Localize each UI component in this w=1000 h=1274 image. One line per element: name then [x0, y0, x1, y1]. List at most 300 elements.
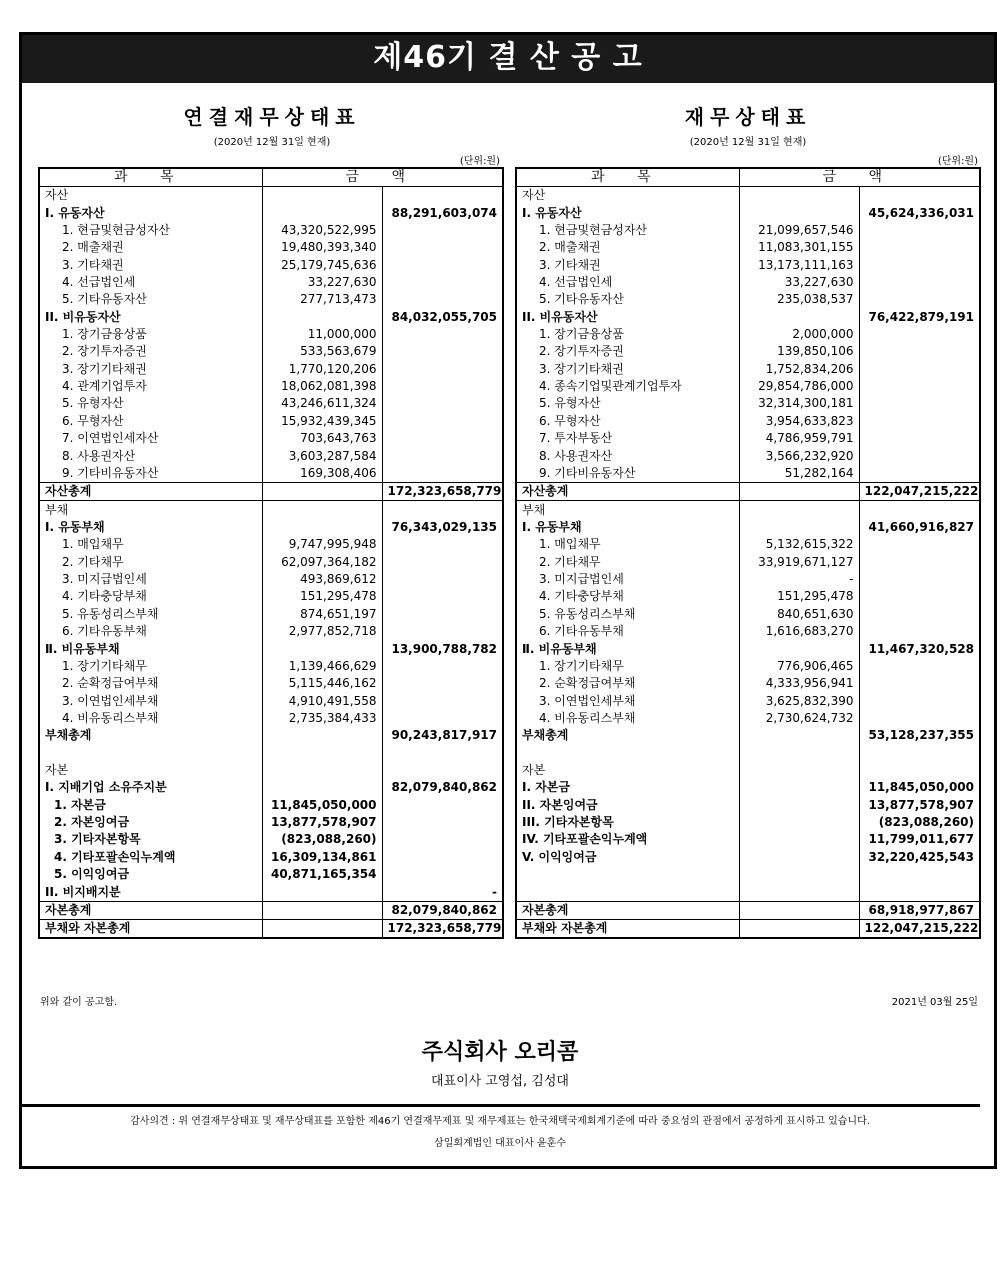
account-cell: 2. 순확정급여부채 — [516, 675, 739, 692]
table-row — [39, 606, 503, 623]
total-amount-cell — [382, 430, 503, 447]
detail-amount-cell: 4,333,956,941 — [739, 675, 859, 692]
total-amount-cell — [859, 430, 980, 447]
total-amount-cell — [382, 343, 503, 360]
detail-amount-cell — [739, 814, 859, 831]
account-cell: 2. 자본잉여금 — [39, 814, 262, 831]
account-cell: 1. 매입채무 — [516, 536, 739, 553]
table-row — [516, 883, 980, 901]
account-cell: I. 자본금 — [516, 779, 739, 796]
detail-amount-cell: 151,295,478 — [739, 588, 859, 605]
detail-amount-cell: 11,083,301,155 — [739, 239, 859, 256]
total-amount-cell: 11,467,320,528 — [868, 641, 974, 656]
table-row — [516, 395, 980, 412]
total-amount-cell: 90,243,817,917 — [391, 728, 497, 743]
right-statement-title: 재무상태표 — [684, 105, 812, 129]
detail-amount-cell: 2,730,624,732 — [739, 710, 859, 727]
table-row — [39, 536, 503, 553]
table-row — [516, 483, 980, 501]
detail-amount-cell: 169,308,406 — [262, 465, 382, 483]
account-cell: I. 지배기업 소유주지분 — [39, 779, 262, 796]
table-row — [516, 519, 980, 536]
table-row — [39, 222, 503, 239]
total-amount-cell — [382, 395, 503, 412]
table-row — [39, 204, 503, 221]
detail-amount-cell — [739, 779, 859, 796]
table-row — [516, 378, 980, 395]
total-amount-cell — [382, 623, 503, 640]
table-row — [516, 326, 980, 343]
table-row — [39, 501, 503, 519]
detail-amount-cell: 33,227,630 — [739, 274, 859, 291]
table-row — [516, 447, 980, 464]
detail-amount-cell — [262, 204, 382, 221]
detail-amount-cell — [739, 483, 859, 501]
table-row — [516, 274, 980, 291]
detail-amount-cell: 32,314,300,181 — [739, 395, 859, 412]
detail-amount-cell — [739, 762, 859, 779]
total-amount-cell — [382, 187, 503, 205]
detail-amount-cell — [262, 779, 382, 796]
detail-amount-cell: 13,173,111,163 — [739, 256, 859, 273]
detail-amount-cell: 139,850,106 — [739, 343, 859, 360]
detail-amount-cell — [262, 187, 382, 205]
table-row — [516, 239, 980, 256]
total-amount-cell — [382, 256, 503, 273]
total-amount-cell — [382, 606, 503, 623]
detail-amount-cell: 19,480,393,340 — [262, 239, 382, 256]
account-cell: 부채와 자본총계 — [516, 920, 739, 939]
total-amount-cell — [859, 187, 980, 205]
account-cell — [516, 883, 739, 901]
table-row — [39, 519, 503, 536]
account-cell: V. 이익잉여금 — [516, 849, 739, 866]
table-row — [39, 378, 503, 395]
detail-amount-cell: 493,869,612 — [262, 571, 382, 588]
total-amount-cell: - — [382, 883, 503, 901]
header-amount: 금 액 — [739, 168, 980, 187]
detail-amount-cell: - — [739, 571, 859, 588]
account-cell: 1. 장기금융상품 — [516, 326, 739, 343]
total-amount-cell — [859, 447, 980, 464]
detail-amount-cell — [262, 727, 382, 744]
detail-amount-cell: 11,845,050,000 — [262, 797, 382, 814]
table-header — [39, 168, 503, 187]
table-row — [39, 901, 503, 919]
account-cell: 4. 관계기업투자 — [39, 378, 262, 395]
detail-amount-cell: 51,282,164 — [739, 465, 859, 483]
account-cell: 9. 기타비유동자산 — [39, 465, 262, 483]
table-row — [516, 291, 980, 308]
detail-amount-cell: 15,932,439,345 — [262, 413, 382, 430]
detail-amount-cell: 21,099,657,546 — [739, 222, 859, 239]
total-amount-cell: (823,088,260) — [878, 815, 974, 830]
table-row — [516, 849, 980, 866]
account-cell: Ⅱ. 비유동부채 — [516, 640, 739, 657]
account-cell: 5. 유동성리스부채 — [39, 606, 262, 623]
total-amount-cell: 82,079,840,862 — [391, 780, 497, 795]
table-row — [516, 187, 980, 205]
notice-date: 2021년 03월 25일 — [891, 997, 978, 1008]
account-cell: Ⅰ. 유동부채 — [516, 519, 739, 536]
account-cell: 자본 — [516, 762, 739, 779]
account-cell: 5. 기타유동자산 — [39, 291, 262, 308]
table-row — [516, 343, 980, 360]
table-row — [39, 883, 503, 901]
table-row — [516, 745, 980, 762]
left-statement-title: 연결재무상태표 — [183, 105, 361, 129]
account-cell: 2. 장기투자증권 — [39, 343, 262, 360]
table-header — [516, 168, 980, 187]
table-row — [39, 447, 503, 464]
detail-amount-cell — [262, 762, 382, 779]
notice-text: 위와 같이 공고함. — [40, 997, 118, 1008]
table-row — [516, 309, 980, 326]
table-row — [516, 536, 980, 553]
right-unit: (단위:원) — [937, 156, 978, 167]
total-amount-cell — [859, 883, 980, 901]
table-row — [516, 465, 980, 483]
account-cell: 6. 무형자산 — [516, 413, 739, 430]
total-amount-cell — [859, 571, 980, 588]
account-cell: 자산 — [39, 187, 262, 205]
account-cell: 6. 기타유동부채 — [39, 623, 262, 640]
account-cell: 1. 장기금융상품 — [39, 326, 262, 343]
total-amount-cell — [382, 675, 503, 692]
detail-amount-cell — [262, 519, 382, 536]
auditor-name: 삼일회계법인 대표이사 윤훈수 — [434, 1138, 566, 1149]
account-cell: 1. 장기기타채무 — [516, 658, 739, 675]
account-cell: 4. 기타포괄손익누계액 — [39, 849, 262, 866]
account-cell: 9. 기타비유동자산 — [516, 465, 739, 483]
detail-amount-cell — [262, 901, 382, 919]
table-row — [516, 430, 980, 447]
table-row — [39, 343, 503, 360]
account-cell: 5. 이익잉여금 — [39, 866, 262, 883]
table-row — [516, 554, 980, 571]
account-cell: 4. 종속기업및관계기업투자 — [516, 378, 739, 395]
table-row — [516, 623, 980, 640]
total-amount-cell — [382, 866, 503, 883]
detail-amount-cell: 4,910,491,558 — [262, 692, 382, 709]
detail-amount-cell: 3,603,287,584 — [262, 447, 382, 464]
detail-amount-cell: 40,871,165,354 — [262, 866, 382, 883]
total-amount-cell — [382, 588, 503, 605]
account-cell: 2. 기타채무 — [516, 554, 739, 571]
detail-amount-cell — [739, 849, 859, 866]
total-amount-cell: 11,799,011,677 — [868, 832, 974, 847]
total-amount-cell: 76,422,879,191 — [868, 309, 974, 324]
detail-amount-cell — [739, 883, 859, 901]
account-cell: IV. 기타포괄손익누계액 — [516, 831, 739, 848]
account-cell: II. 비지배지분 — [39, 883, 262, 901]
detail-amount-cell: 33,919,671,127 — [739, 554, 859, 571]
header-amount: 금 액 — [262, 168, 503, 187]
account-cell — [39, 745, 262, 762]
account-cell: I. 유동자산 — [516, 204, 739, 221]
total-amount-cell — [859, 606, 980, 623]
detail-amount-cell: 2,735,384,433 — [262, 710, 382, 727]
account-cell: 자본 — [39, 762, 262, 779]
total-amount-cell — [859, 675, 980, 692]
total-amount-cell — [859, 395, 980, 412]
detail-amount-cell: 151,295,478 — [262, 588, 382, 605]
table-row — [39, 430, 503, 447]
total-amount-cell — [859, 378, 980, 395]
total-amount-cell: 11,845,050,000 — [868, 780, 974, 795]
total-amount-cell — [382, 378, 503, 395]
total-amount-cell — [382, 291, 503, 308]
account-cell: 3. 기타채권 — [516, 256, 739, 273]
account-cell: 1. 장기기타채무 — [39, 658, 262, 675]
audit-opinion: 감사의견 : 위 연결재무상태표 및 재무상태표를 포함한 제46기 연결재무제표 및 재무제표는 한국채택국제회계기준에 따라 중요성의 관점에서 공정하게 표시하고 있습니다. — [130, 1116, 870, 1127]
total-amount-cell: 41,660,916,827 — [868, 520, 974, 534]
detail-amount-cell — [262, 640, 382, 657]
account-cell: 4. 선급법인세 — [39, 274, 262, 291]
account-cell: 5. 유형자산 — [516, 395, 739, 412]
total-amount-cell — [382, 413, 503, 430]
total-amount-cell: 122,047,215,222 — [859, 920, 980, 939]
detail-amount-cell: 43,320,522,995 — [262, 222, 382, 239]
total-amount-cell — [859, 413, 980, 430]
total-amount-cell: 82,079,840,862 — [382, 901, 503, 919]
total-amount-cell: 84,032,055,705 — [391, 309, 497, 324]
account-cell: 6. 무형자산 — [39, 413, 262, 430]
table-row — [39, 831, 503, 848]
detail-amount-cell: 277,713,473 — [262, 291, 382, 308]
total-amount-cell — [382, 361, 503, 378]
detail-amount-cell: 9,747,995,948 — [262, 536, 382, 553]
detail-amount-cell: 1,139,466,629 — [262, 658, 382, 675]
representative: 대표이사 고영섭, 김성대 — [431, 1074, 569, 1089]
account-cell: 3. 이연법인세부채 — [39, 692, 262, 709]
table-row — [39, 588, 503, 605]
account-cell: 5. 기타유동자산 — [516, 291, 739, 308]
detail-amount-cell — [739, 187, 859, 205]
account-cell: 자산 — [516, 187, 739, 205]
detail-amount-cell: 703,643,763 — [262, 430, 382, 447]
account-cell: I. 유동자산 — [39, 204, 262, 221]
table-row — [39, 814, 503, 831]
detail-amount-cell: 874,651,197 — [262, 606, 382, 623]
total-amount-cell — [859, 692, 980, 709]
table-row — [516, 779, 980, 796]
total-amount-cell — [382, 745, 503, 762]
table-row — [39, 326, 503, 343]
account-cell: 7. 이연법인세자산 — [39, 430, 262, 447]
account-cell: 부채총계 — [39, 727, 262, 744]
detail-amount-cell — [262, 745, 382, 762]
account-cell: 3. 기타자본항목 — [39, 831, 262, 848]
total-amount-cell — [859, 256, 980, 273]
total-amount-cell — [382, 501, 503, 519]
table-row — [39, 361, 503, 378]
table-row — [516, 222, 980, 239]
total-amount-cell — [382, 692, 503, 709]
total-amount-cell — [382, 536, 503, 553]
table-row — [39, 291, 503, 308]
total-amount-cell — [382, 762, 503, 779]
account-cell: 1. 현금및현금성자산 — [39, 222, 262, 239]
total-amount-cell: 45,624,336,031 — [868, 205, 974, 220]
table-row — [516, 692, 980, 709]
account-cell: Ⅱ. 비유동부채 — [39, 640, 262, 657]
total-amount-cell: 122,047,215,222 — [859, 483, 980, 501]
account-cell — [516, 866, 739, 883]
detail-amount-cell — [262, 501, 382, 519]
detail-amount-cell: 2,977,852,718 — [262, 623, 382, 640]
total-amount-cell: 68,918,977,867 — [859, 901, 980, 919]
table-row — [516, 920, 980, 939]
detail-amount-cell — [262, 483, 382, 501]
table-row — [39, 554, 503, 571]
table-row — [516, 501, 980, 519]
account-cell: 4. 비유동리스부채 — [516, 710, 739, 727]
total-amount-cell: 172,323,658,779 — [382, 483, 503, 501]
table-row — [516, 588, 980, 605]
total-amount-cell — [859, 326, 980, 343]
table-row — [516, 675, 980, 692]
account-cell: 3. 이연법인세부채 — [516, 692, 739, 709]
account-cell: 부채 — [39, 501, 262, 519]
detail-amount-cell: 235,038,537 — [739, 291, 859, 308]
detail-amount-cell — [739, 727, 859, 744]
account-cell: 1. 현금및현금성자산 — [516, 222, 739, 239]
table-row — [39, 239, 503, 256]
total-amount-cell — [382, 554, 503, 571]
divider — [20, 1104, 980, 1107]
detail-amount-cell: 33,227,630 — [262, 274, 382, 291]
table-row — [39, 658, 503, 675]
total-amount-cell — [382, 797, 503, 814]
table-row — [516, 901, 980, 919]
account-cell: 4. 선급법인세 — [516, 274, 739, 291]
table-row — [39, 762, 503, 779]
detail-amount-cell: 4,786,959,791 — [739, 430, 859, 447]
account-cell: 2. 매출채권 — [516, 239, 739, 256]
total-amount-cell — [382, 239, 503, 256]
total-amount-cell — [382, 274, 503, 291]
left-unit: (단위:원) — [459, 156, 500, 167]
table-row — [516, 658, 980, 675]
detail-amount-cell — [262, 883, 382, 901]
detail-amount-cell: 1,616,683,270 — [739, 623, 859, 640]
account-cell: 8. 사용권자산 — [39, 447, 262, 464]
table-row — [39, 797, 503, 814]
detail-amount-cell: 13,877,578,907 — [262, 814, 382, 831]
table-row — [516, 204, 980, 221]
detail-amount-cell: 62,097,364,182 — [262, 554, 382, 571]
detail-amount-cell: 2,000,000 — [739, 326, 859, 343]
table-row — [516, 762, 980, 779]
table-row — [516, 640, 980, 657]
detail-amount-cell — [739, 745, 859, 762]
detail-amount-cell — [262, 309, 382, 326]
table-row — [39, 675, 503, 692]
account-cell: 2. 장기투자증권 — [516, 343, 739, 360]
table-row — [39, 256, 503, 273]
account-cell: 1. 자본금 — [39, 797, 262, 814]
table-row — [39, 571, 503, 588]
table-row — [39, 727, 503, 744]
total-amount-cell — [859, 465, 980, 483]
account-cell: 8. 사용권자산 — [516, 447, 739, 464]
balance-sheet-table — [515, 167, 981, 939]
account-cell: 부채 — [516, 501, 739, 519]
header-account: 과 목 — [516, 168, 739, 187]
total-amount-cell — [382, 658, 503, 675]
total-amount-cell: 172,323,658,779 — [382, 920, 503, 939]
table-row — [516, 814, 980, 831]
detail-amount-cell: (823,088,260) — [262, 831, 382, 848]
total-amount-cell — [859, 343, 980, 360]
total-amount-cell: 88,291,603,074 — [391, 205, 497, 220]
total-amount-cell: 53,128,237,355 — [868, 728, 974, 743]
table-row — [39, 274, 503, 291]
detail-amount-cell: 18,062,081,398 — [262, 378, 382, 395]
detail-amount-cell — [739, 866, 859, 883]
account-cell: Ⅰ. 유동부채 — [39, 519, 262, 536]
total-amount-cell: 13,877,578,907 — [868, 797, 974, 812]
detail-amount-cell — [739, 204, 859, 221]
table-row — [39, 309, 503, 326]
detail-amount-cell: 16,309,134,861 — [262, 849, 382, 866]
account-cell: II. 비유동자산 — [516, 309, 739, 326]
table-row — [39, 692, 503, 709]
table-row — [516, 727, 980, 744]
total-amount-cell — [382, 326, 503, 343]
account-cell: 부채총계 — [516, 727, 739, 744]
company-name: 주식회사 오리콤 — [421, 1040, 579, 1065]
detail-amount-cell: 29,854,786,000 — [739, 378, 859, 395]
total-amount-cell — [382, 849, 503, 866]
account-cell: 7. 투자부동산 — [516, 430, 739, 447]
table-row — [39, 187, 503, 205]
detail-amount-cell: 3,954,633,823 — [739, 413, 859, 430]
total-amount-cell — [859, 762, 980, 779]
account-cell: 1. 매입채무 — [39, 536, 262, 553]
left-statement-date: (2020년 12월 31일 현재) — [213, 137, 331, 148]
right-statement-date: (2020년 12월 31일 현재) — [689, 137, 807, 148]
account-cell: 4. 기타충당부채 — [516, 588, 739, 605]
detail-amount-cell — [739, 519, 859, 536]
account-cell: 자산총계 — [516, 483, 739, 501]
detail-amount-cell — [739, 640, 859, 657]
detail-amount-cell: 25,179,745,636 — [262, 256, 382, 273]
account-cell: II. 비유동자산 — [39, 309, 262, 326]
detail-amount-cell — [262, 920, 382, 939]
total-amount-cell — [382, 831, 503, 848]
total-amount-cell — [859, 274, 980, 291]
account-cell — [516, 745, 739, 762]
detail-amount-cell — [739, 920, 859, 939]
account-cell: 5. 유동성리스부채 — [516, 606, 739, 623]
table-row — [516, 831, 980, 848]
account-cell: 3. 미지급법인세 — [39, 571, 262, 588]
total-amount-cell — [382, 447, 503, 464]
consolidated-balance-sheet-table — [38, 167, 504, 939]
total-amount-cell — [382, 710, 503, 727]
account-cell: 4. 기타충당부채 — [39, 588, 262, 605]
total-amount-cell — [859, 501, 980, 519]
total-amount-cell — [382, 814, 503, 831]
detail-amount-cell: 776,906,465 — [739, 658, 859, 675]
account-cell: III. 기타자본항목 — [516, 814, 739, 831]
total-amount-cell: 32,220,425,543 — [868, 849, 974, 864]
table-row — [516, 361, 980, 378]
detail-amount-cell: 3,625,832,390 — [739, 692, 859, 709]
table-row — [39, 866, 503, 883]
